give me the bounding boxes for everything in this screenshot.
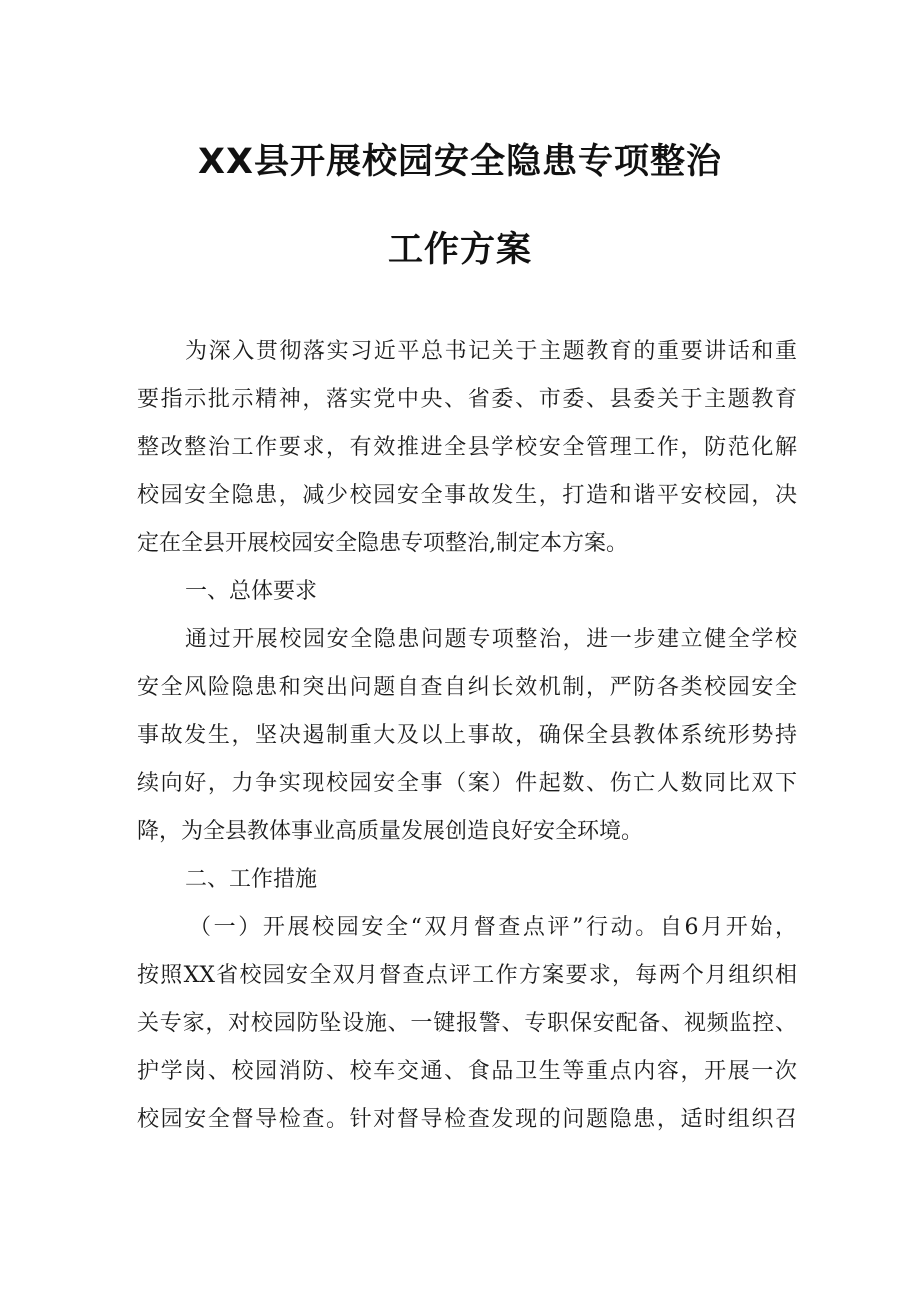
body-line: 护学岗、校园消防、校车交通、食品卫生等重点内容，开展一次 — [137, 1059, 797, 1084]
body-line: 校园安全隐患，减少校园安全事故发生，打造和谐平安校园，决 — [137, 483, 797, 508]
body-line: 整改整治工作要求，有效推进全县学校安全管理工作，防范化解 — [137, 435, 797, 460]
body-line: 要指示批示精神，落实党中央、省委、市委、县委关于主题教育 — [137, 387, 797, 412]
body-line: 事故发生，坚决遏制重大及以上事故，确保全县教体系统形势持 — [137, 723, 797, 748]
body-line: 定在全县开展校园安全隐患专项整治,制定本方案。 — [137, 531, 628, 556]
body-line: 通过开展校园安全隐患问题专项整治，进一步建立健全学校 — [185, 627, 797, 652]
section-heading: 一、总体要求 — [185, 579, 318, 604]
body-line: 安全风险隐患和突出问题自查自纠长效机制，严防各类校园安全 — [137, 675, 797, 700]
document-title-line-2: 工作方案 — [387, 230, 532, 270]
section-heading: 二、工作措施 — [185, 867, 318, 892]
body-line: 按照XX省校园安全双月督查点评工作方案要求，每两个月组织相 — [137, 963, 797, 988]
body-line: 降，为全县教体事业高质量发展创造良好安全环境。 — [137, 819, 644, 844]
body-line: 校园安全督导检查。针对督导检查发现的问题隐患，适时组织召 — [137, 1107, 797, 1132]
body-line: 为深入贯彻落实习近平总书记关于主题教育的重要讲话和重 — [185, 339, 797, 364]
document-title-line-1: XX县开展校园安全隐患专项整治 — [198, 142, 722, 182]
body-line: 续向好，力争实现校园安全事（案）件起数、伤亡人数同比双下 — [137, 771, 797, 796]
body-line: （一）开展校园安全“双月督查点评”行动。自6月开始， — [189, 915, 797, 940]
body-line: 关专家，对校园防坠设施、一键报警、专职保安配备、视频监控、 — [137, 1011, 797, 1036]
